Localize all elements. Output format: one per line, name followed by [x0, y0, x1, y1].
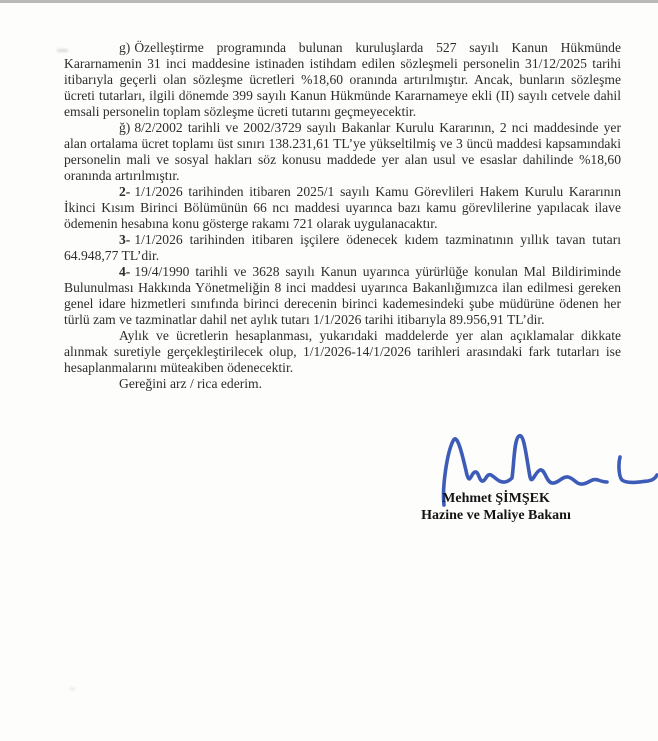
paragraph-prefix: 3-	[119, 232, 131, 247]
paragraph	[64, 264, 621, 328]
paragraph-text: 8/2/2002 tarihli ve 2002/3729 sayılı Bakanlar Kurulu Kararının, 2 nci maddesinde yer alan ortalama ücret toplamı üst sınırı 138.231,61 TL’ye yükseltilmiş ve 3 üncü maddesi kapsamındaki personelin mali ve sosyal hakları söz konusu maddede yer alan usul ve esaslar dahilinde %18,60 oranında artırılmıştır.	[64, 120, 621, 183]
scan-smudge	[70, 687, 75, 691]
document-body	[64, 40, 621, 392]
paragraph-closing	[64, 376, 621, 392]
paragraph-prefix: 2-	[119, 184, 131, 199]
paragraph	[64, 328, 621, 376]
signatory-name: Mehmet ŞİMŞEK	[442, 491, 550, 506]
paragraph-text: 1/1/2026 tarihinden itibaren işçilere ödenecek kıdem tazminatının yıllık tavan tutarı 64.948,77 TL’dir.	[64, 232, 621, 263]
paragraph-text: Özelleştirme programında bulunan kuruluşlarda 527 sayılı Kanun Hükmünde Kararnamenin 31 inci maddesine istinaden istihdam edilen sözleşmeli personelin 31/12/2025 tarihi itibarıyla geçerli olan sözleşme ücretleri %18,60 oranında artırılmıştır. Ancak, bunların sözleşme ücreti tutarları, ilgili dönemde 399 sayılı Kanun Hükmünde Kararnameye ekli (II) sayılı cetvele dahil emsali personelin toplam sözleşme ücreti tutarını geçmeyecektir.	[64, 40, 621, 119]
paragraph	[64, 40, 621, 120]
paragraph-prefix: 4-	[119, 264, 131, 279]
paragraph	[64, 120, 621, 184]
paragraph-text: Gereğini arz / rica ederim.	[119, 376, 263, 391]
signatory-title: Hazine ve Maliye Bakanı	[421, 508, 571, 523]
scan-edge-artifact	[0, 0, 658, 3]
paragraph	[64, 184, 621, 232]
paragraph-prefix: g)	[119, 40, 131, 55]
signatory	[396, 490, 596, 524]
paragraph-text: 19/4/1990 tarihli ve 3628 sayılı Kanun uyarınca yürürlüğe konulan Mal Bildiriminde Bulunulması Hakkında Yönetmeliğin 8 inci maddesi uyarınca Bakanlığımızca ilan edilmesi gereken genel idare hizmetleri sınıfında birinci derecenin birinci kademesindeki şube müdürüne ödenen her türlü zam ve tazminatlar dahil net aylık tutarı 1/1/2026 tarihi itibarıyla 89.956,91 TL’dir.	[64, 264, 621, 327]
paragraph-prefix: ğ)	[119, 120, 131, 135]
paragraph-text: 1/1/2026 tarihinden itibaren 2025/1 sayılı Kamu Görevlileri Hakem Kurulu Kararının İkinci Kısım Birinci Bölümünün 66 ncı maddesi uyarınca bazı kamu görevlilerine yapılacak ilave ödemenin hesabına konu gösterge rakamı 721 olarak uygulanacaktır.	[64, 184, 621, 231]
paragraph-text: Aylık ve ücretlerin hesaplanması, yukarıdaki maddelerde yer alan açıklamalar dikkate alınmak suretiyle gerçekleştirilecek olup, 1/1/2026-14/1/2026 tarihleri arasındaki fark tutarları ise hesaplanmalarını müteakiben ödenecektir.	[64, 328, 621, 375]
paragraph	[64, 232, 621, 264]
